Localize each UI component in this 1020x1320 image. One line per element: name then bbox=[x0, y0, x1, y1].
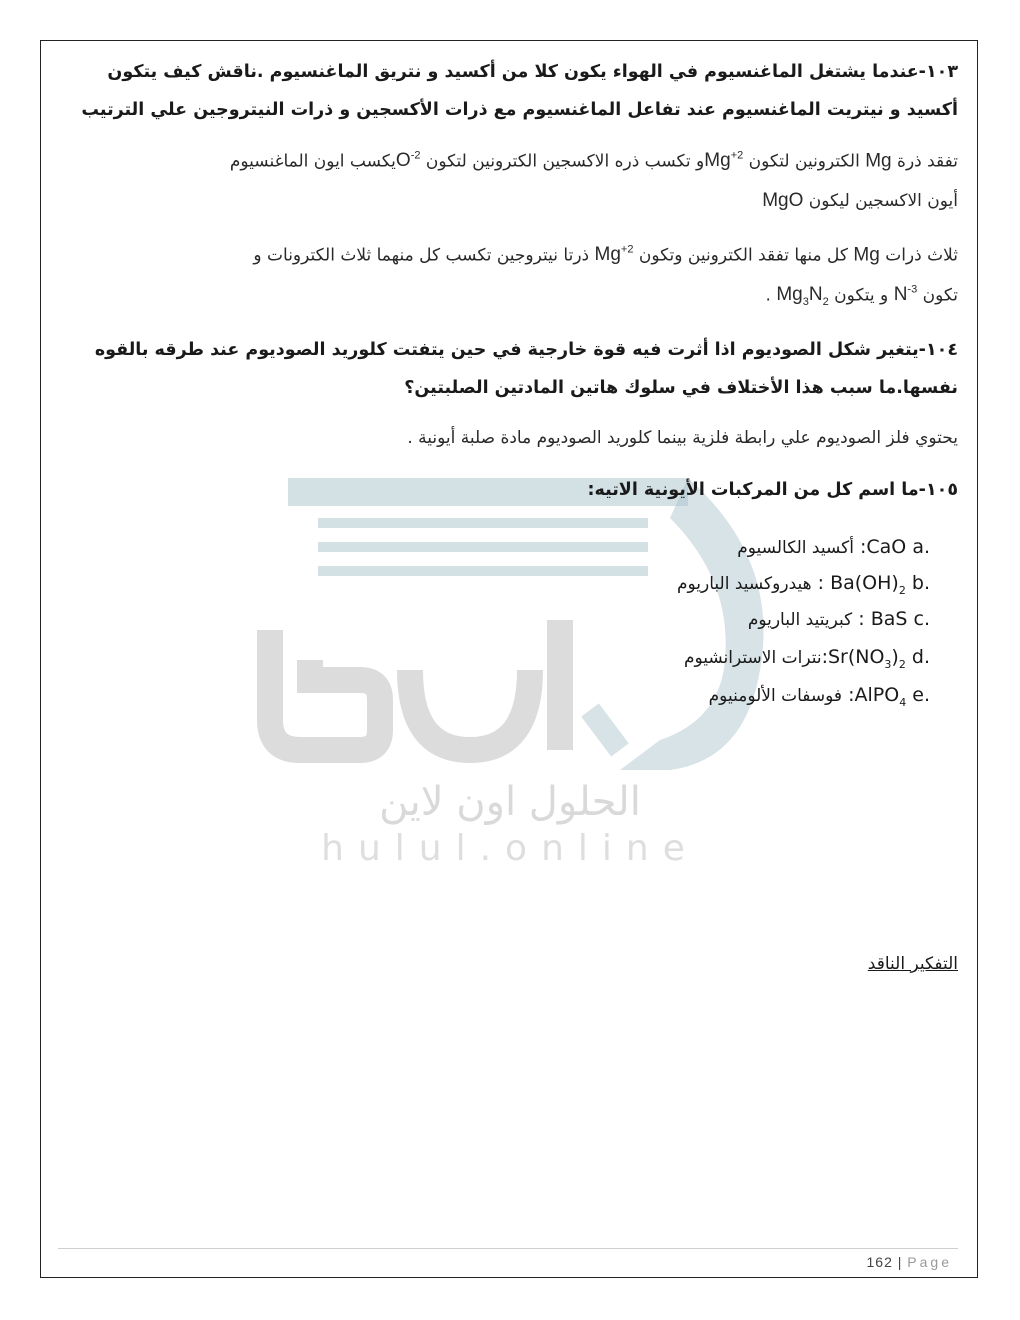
text: الكترونين لتكون bbox=[748, 151, 860, 172]
question-105: ١٠٥-ما اسم كل من المركبات الأيونية الاتيه: bbox=[587, 480, 958, 500]
text: تكون bbox=[922, 285, 958, 306]
compound-formula: BaS bbox=[870, 608, 908, 630]
text: ذرتا نيتروجين تكسب كل منهما ثلاث الكترونات و bbox=[253, 245, 590, 266]
answer-103-line-1 bbox=[230, 150, 958, 172]
compound-name: فوسفات الألومنيوم bbox=[708, 686, 843, 706]
compound-name: هيدروكسيد الباريوم bbox=[676, 574, 812, 594]
answer-103-line-2 bbox=[762, 190, 958, 212]
footer-separator: | bbox=[897, 1254, 903, 1270]
question-103-line-1: ١٠٣-عندما يشتغل الماغنسيوم في الهواء يكون كلا من أكسيد و نتريق الماغنسيوم .ناقش كيف يتكون bbox=[107, 62, 958, 82]
compound-name: كبريتيد الباريوم bbox=[747, 610, 853, 630]
item-letter: b. bbox=[911, 572, 930, 594]
formula-o-ion bbox=[396, 150, 421, 171]
compound-item-c bbox=[748, 608, 930, 630]
subscript: 2 bbox=[898, 583, 906, 597]
charge: -2 bbox=[410, 150, 421, 162]
text: ثلاث ذرات bbox=[885, 245, 958, 266]
watermark-arabic-text: الحلول اون لاين bbox=[379, 779, 641, 825]
charge: +2 bbox=[620, 244, 634, 256]
compound-name: نترات الاسترانشيوم bbox=[683, 648, 822, 668]
formula-mgo: MgO bbox=[762, 190, 804, 211]
separator: : bbox=[858, 608, 865, 630]
item-letter: e. bbox=[912, 684, 930, 706]
subscript: 4 bbox=[899, 695, 907, 709]
symbol: Mg bbox=[704, 150, 731, 172]
item-letter: a. bbox=[912, 536, 930, 558]
question-103-line-2: أكسيد و نيتريت الماغنسيوم عند تفاعل الماغنسيوم مع ذرات الأكسجين و ذرات النيتروجين علي الترتيب bbox=[81, 100, 958, 120]
text: و تكسب ذره الاكسجين الكترونين لتكون bbox=[425, 151, 705, 172]
text: يكسب ايون الماغنسيوم bbox=[229, 151, 396, 172]
formula-mg-ion bbox=[595, 244, 634, 265]
answer-103-line-4 bbox=[766, 284, 958, 308]
compound-item-e bbox=[709, 684, 930, 709]
separator: : bbox=[848, 684, 855, 706]
compound-item-a bbox=[737, 536, 930, 558]
page-footer bbox=[867, 1254, 952, 1270]
compound-formula bbox=[830, 572, 906, 597]
footer-divider bbox=[58, 1248, 958, 1249]
compound-item-d bbox=[684, 646, 930, 671]
paren: ) bbox=[891, 646, 899, 668]
compound-item-b bbox=[677, 572, 930, 597]
text: أيون الاكسجين ليكون bbox=[808, 191, 958, 211]
logo-letter bbox=[270, 630, 380, 750]
separator: : bbox=[821, 646, 828, 668]
symbol: Mg bbox=[594, 244, 621, 266]
watermark-latin-text: hulul.online bbox=[321, 828, 699, 869]
question-104-line-1: ١٠٤-يتغير شكل الصوديوم اذا أثرت فيه قوة خارجية في حين يتفتت كلوريد الصوديوم عند طرقه بالقوه bbox=[94, 340, 958, 360]
logo-stripe bbox=[318, 566, 648, 576]
text: و يتكون bbox=[834, 285, 889, 306]
compound-formula bbox=[854, 684, 907, 709]
symbol: N bbox=[808, 284, 823, 306]
formula-mg: Mg bbox=[865, 150, 892, 172]
formula-text: Sr(NO bbox=[827, 646, 885, 668]
formula-mg3n2 bbox=[776, 284, 829, 309]
question-104-line-2: نفسها.ما سبب هذا الأختلاف في سلوك هاتين المادتين الصلبتين؟ bbox=[404, 378, 958, 398]
formula-text: AlPO bbox=[854, 684, 900, 706]
compound-formula: CaO bbox=[866, 536, 907, 558]
answer-103-line-3 bbox=[253, 244, 958, 266]
subscript: 3 bbox=[802, 296, 809, 309]
charge: +2 bbox=[730, 150, 744, 162]
page-number: 162 bbox=[866, 1254, 893, 1270]
formula-n-ion bbox=[894, 284, 918, 305]
subscript: 2 bbox=[822, 296, 829, 309]
subscript: 2 bbox=[898, 657, 906, 671]
formula-text: Ba(OH) bbox=[830, 572, 899, 594]
period: . bbox=[765, 285, 771, 306]
compound-name: أكسيد الكالسيوم bbox=[737, 538, 854, 558]
subscript: 3 bbox=[884, 657, 892, 671]
formula-mg: Mg bbox=[853, 244, 880, 266]
text: تفقد ذرة bbox=[897, 151, 958, 172]
item-letter: d. bbox=[911, 646, 930, 668]
text: كل منها تفقد الكترونين وتكون bbox=[638, 245, 848, 266]
item-letter: c. bbox=[913, 608, 930, 630]
separator: : bbox=[859, 536, 867, 558]
symbol: Mg bbox=[776, 284, 803, 306]
critical-thinking-heading: التفكير الناقد bbox=[867, 954, 958, 974]
symbol: N bbox=[893, 284, 908, 306]
logo-stripe bbox=[318, 542, 648, 552]
logo-stripe bbox=[318, 518, 648, 528]
symbol: O bbox=[395, 150, 411, 172]
separator: : bbox=[817, 572, 825, 594]
compound-formula bbox=[827, 646, 906, 671]
page-label: Page bbox=[907, 1254, 952, 1270]
logo-letter bbox=[410, 670, 530, 750]
charge: -3 bbox=[907, 284, 918, 296]
formula-mg-ion bbox=[704, 150, 743, 171]
answer-104: يحتوي فلز الصوديوم علي رابطة فلزية بينما كلوريد الصوديوم مادة صلبة أيونية . bbox=[407, 428, 958, 448]
logo-letter bbox=[590, 710, 620, 750]
